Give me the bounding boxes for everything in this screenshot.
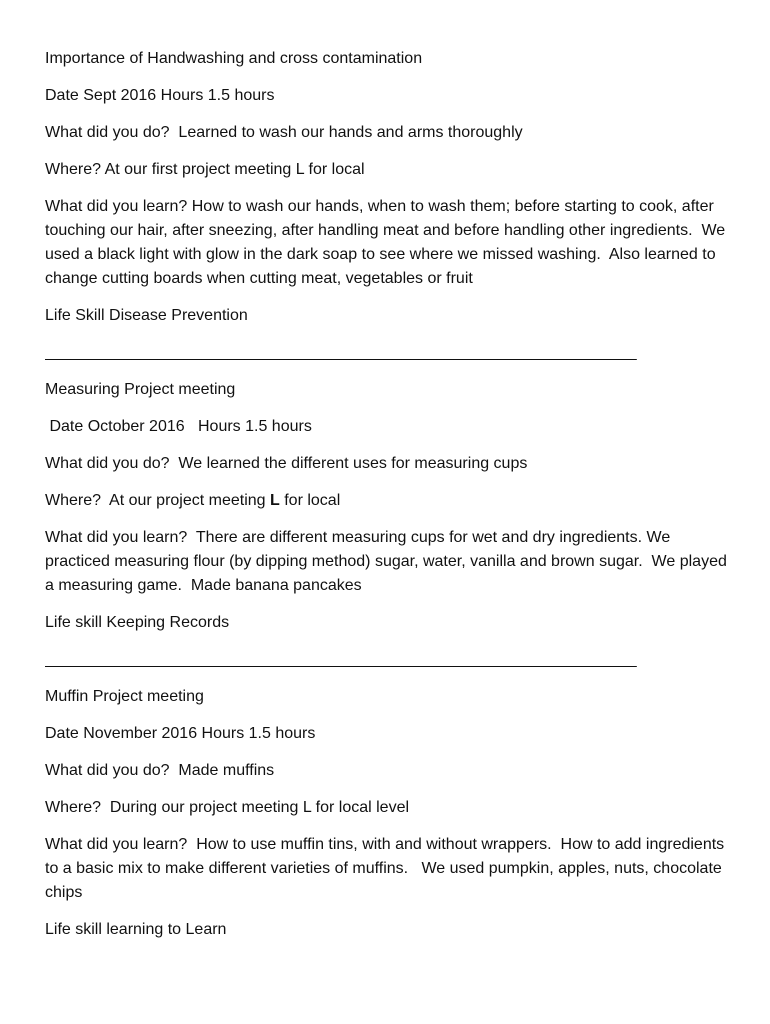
entry-what-did-you-learn: What did you learn? How to wash our hands, when to wash them; before starting to cook, after touching our hair, after sneezing, after handling meat and before handling other ingredients. We used a black light with glow in the dark soap to see where we missed washing. Also learned to change cutting boards when cutting meat, vegetables or fruit xyxy=(45,198,730,287)
entry-what-did-you-do: What did you do? Made muffins xyxy=(45,762,275,779)
entry-date: Date Sept 2016 Hours 1.5 hours xyxy=(45,87,275,104)
entry-where xyxy=(45,489,735,513)
entry-date: Date November 2016 Hours 1.5 hours xyxy=(45,725,316,742)
entry-where-prefix: Where? At our project meeting xyxy=(45,492,270,509)
entry-what-did-you-learn: What did you learn? There are different measuring cups for wet and dry ingredients. We practiced measuring flour (by dipping method) sugar, water, vanilla and brown sugar. We played a measuring game. Made banana pancakes xyxy=(45,529,732,594)
entry-what-did-you-do: What did you do? We learned the different uses for measuring cups xyxy=(45,455,528,472)
entry-where-suffix: for local xyxy=(279,492,341,509)
separator-line: ____________________________________________________________________ xyxy=(45,344,637,361)
entry-life-skill: Life skill Keeping Records xyxy=(45,614,230,631)
entry-date: Date October 2016 Hours 1.5 hours xyxy=(45,418,312,435)
entry-title: Importance of Handwashing and cross contamination xyxy=(45,50,423,67)
separator-line: ____________________________________________________________________ xyxy=(45,651,637,668)
entry-where: Where? At our first project meeting L for local xyxy=(45,161,365,178)
entry-where-level: L xyxy=(270,492,280,509)
entry-where: Where? During our project meeting L for local level xyxy=(45,799,410,816)
entry-life-skill: Life skill learning to Learn xyxy=(45,921,227,938)
entry-what-did-you-learn: What did you learn? How to use muffin tins, with and without wrappers. How to add ingredients to a basic mix to make different varieties of muffins. We used pumpkin, apples, nuts, chocolate chips xyxy=(45,836,729,901)
entry-title: Measuring Project meeting xyxy=(45,381,236,398)
entry-what-did-you-do: What did you do? Learned to wash our hands and arms thoroughly xyxy=(45,124,523,141)
entry-life-skill: Life Skill Disease Prevention xyxy=(45,307,248,324)
document-page xyxy=(45,47,735,955)
entry-title: Muffin Project meeting xyxy=(45,688,204,705)
